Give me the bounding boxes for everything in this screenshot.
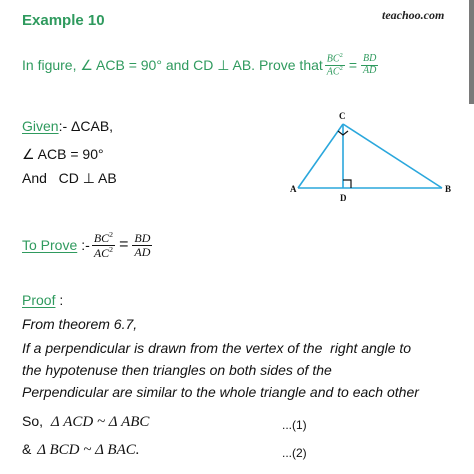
scrollbar[interactable]: [469, 0, 474, 474]
question-fraction-lhs: $\frac{BC^2}{AC^2}$: [326, 51, 343, 77]
proof-sep: :: [55, 292, 64, 308]
proof-statement-line-3: Perpendicular are similar to the whole triangle and to each other: [22, 384, 419, 400]
to-prove-line: [22, 228, 154, 262]
question-text: [22, 50, 380, 80]
given-label: Given: [22, 118, 59, 134]
proof-step-1-math: Δ ACD ~ Δ ABC: [50, 414, 150, 430]
to-prove-label: To Prove: [22, 237, 78, 253]
to-prove-fraction-rhs: $\frac{BD}{AD}$: [134, 230, 151, 259]
proof-step-2-prefix: &: [22, 441, 32, 457]
given-line-3: And CD ⊥ AB: [22, 170, 117, 186]
scrollbar-thumb[interactable]: [469, 0, 474, 104]
proof-step-2-math: Δ BCD ~ Δ BAC.: [37, 442, 140, 458]
proof-step-1: [22, 413, 149, 431]
proof-step-1-ref: ...(1): [282, 418, 307, 432]
side-ca: [298, 124, 343, 188]
question-equals: =: [348, 57, 357, 73]
given-line-1: [22, 118, 113, 134]
label-a: A: [290, 184, 297, 194]
question-fraction-rhs: $\frac{BD}{AD}$: [363, 53, 377, 76]
given-triangle: :- ΔCAB,: [58, 118, 114, 134]
label-d: D: [340, 193, 347, 203]
proof-label: Proof: [22, 292, 56, 308]
proof-step-2-ref: ...(2): [282, 446, 307, 460]
to-prove-sep: :-: [81, 237, 90, 253]
proof-theorem: From theorem 6.7,: [22, 316, 138, 332]
proof-statement-line-2: the hypotenuse then triangles on both sides of the: [22, 362, 332, 378]
to-prove-fraction-lhs: $\frac{BC^2}{AC^2}$: [93, 229, 114, 260]
right-angle-mark-c: [338, 131, 348, 135]
side-cb: [343, 124, 442, 188]
given-line-2: ∠ ACB = 90°: [22, 146, 104, 162]
right-angle-mark-d: [343, 180, 351, 188]
proof-step-1-prefix: So,: [22, 413, 44, 429]
proof-statement-line-1: If a perpendicular is drawn from the vertex of the right angle to: [22, 340, 412, 356]
proof-step-2: [22, 441, 140, 459]
label-c: C: [339, 111, 346, 121]
question-prefix: In figure, ∠ ACB = 90° and CD ⊥ AB. Prove that: [22, 56, 323, 73]
to-prove-equals: =: [119, 236, 129, 253]
brand-logo: teachoo.com: [382, 8, 445, 22]
label-b: B: [445, 184, 452, 194]
page-title: Example 10: [22, 12, 105, 29]
proof-heading: [22, 292, 63, 308]
